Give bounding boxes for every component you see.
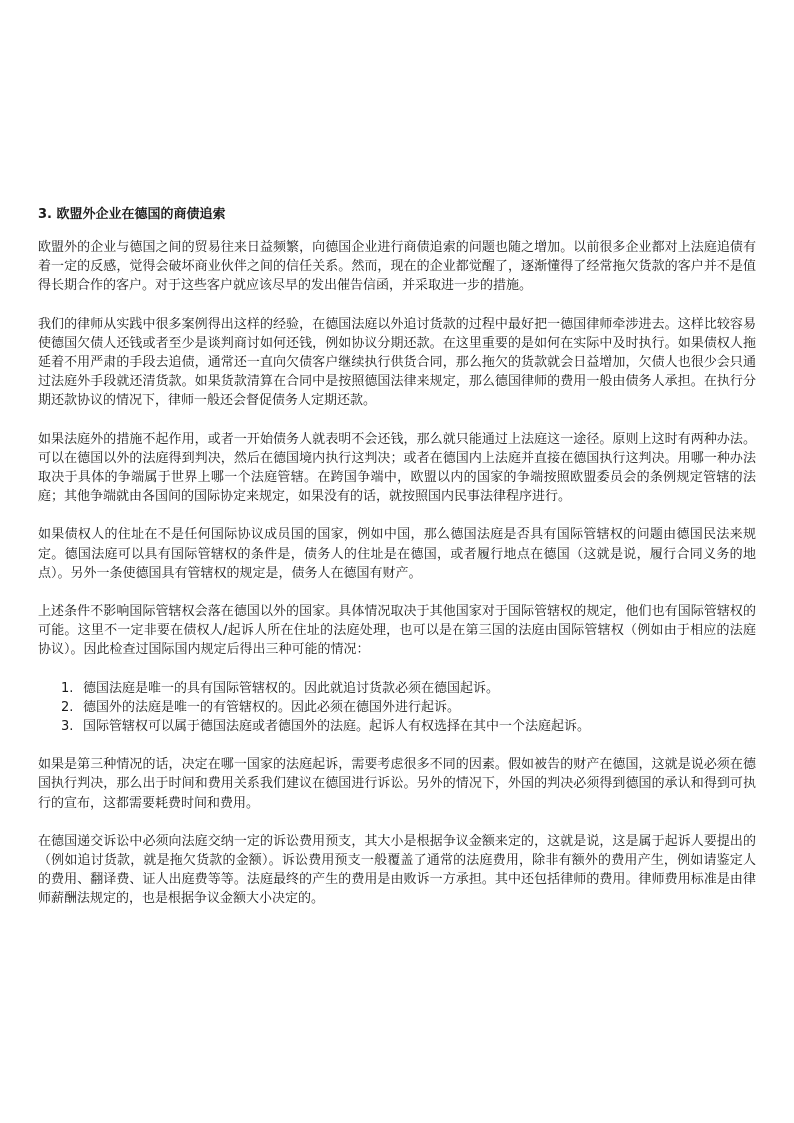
list-item — [38, 717, 756, 736]
paragraph-jurisdiction-rules: 如果债权人的住址在不是任何国际协议成员国的国家，例如中国，那么德国法庭是否具有国际管辖权的问题由德国民法来规定。德国法庭可以具有国际管辖权的条件是，债务人的住址是在德国，或者履行地点在德国（这就是说，履行合同义务的地点）。另外一条使德国具有管辖权的规定是，债务人在德国有财产。 — [38, 527, 756, 581]
paragraph-third-case: 如果是第三种情况的话，决定在哪一国家的法庭起诉，需要考虑很多不同的因素。假如被告的财产在德国，这就是说必须在德国执行判决，那么出于时间和费用关系我们建议在德国进行诉讼。另外的情况下，外国的判决必须得到德国的承认和得到可执行的宣布，这都需要耗费时间和费用。 — [38, 757, 756, 811]
list-item — [38, 679, 756, 698]
list-item-text: 国际管辖权可以属于德国法庭或者德国外的法庭。起诉人有权选择在其中一个法庭起诉。 — [83, 719, 591, 735]
list-item-text: 德国法庭是唯一的具有国际管辖权的。因此就追讨货款必须在德国起诉。 — [83, 680, 500, 696]
list-item — [38, 698, 756, 717]
jurisdiction-cases-list — [38, 679, 756, 737]
paragraph-court-options: 如果法庭外的措施不起作用，或者一开始债务人就表明不会还钱，那么就只能通过上法庭这一途径。原则上这时有两种办法。可以在德国以外的法庭得到判决，然后在德国境内执行这判决；或者在德国内上法庭并直接在德国执行这判决。用哪一种办法取决于具体的争端属于世界上哪一个法庭管辖。在跨国争端中，欧盟以内的国家的争端按照欧盟委员会的条例规定管辖的法庭；其他争端就由各国间的国际协定来规定，如果没有的话，就按照国内民事法律程序进行。 — [38, 431, 756, 505]
paragraph-intro: 欧盟外的企业与德国之间的贸易往来日益频繁，向德国企业进行商债追索的问题也随之增加。以前很多企业都对上法庭追债有着一定的反感，觉得会破坏商业伙伴之间的信任关系。然而，现在的企业都觉醒了，逐渐懂得了经常拖欠货款的客户并不是值得长期合作的客户。对于这些客户就应该尽早的发出催告信函，并采取进一步的措施。 — [38, 240, 756, 294]
paragraph-court-fees: 在德国递交诉讼中必须向法庭交纳一定的诉讼费用预支，其大小是根据争议金额来定的，这就是说，这是属于起诉人要提出的（例如追讨货款，就是拖欠货款的金额）。诉讼费用预支一般覆盖了通常的法庭费用，除非有额外的费用产生，例如请鉴定人的费用、翻译费、证人出庭费等等。法庭最终的产生的费用是由败诉一方承担。其中还包括律师的费用。律师费用标准是由律师薪酬法规定的，也是根据争议金额大小决定的。 — [38, 833, 756, 907]
document-page — [38, 205, 756, 928]
section-heading: 3. 欧盟外企业在德国的商债追索 — [38, 207, 226, 222]
list-item-number: 2. — [61, 699, 74, 715]
list-item-number: 3. — [61, 719, 74, 735]
paragraph-foreign-jurisdiction: 上述条件不影响国际管辖权会落在德国以外的国家。具体情况取决于其他国家对于国际管辖权的规定，他们也有国际管辖权的可能。这里不一定非要在债权人/起诉人所在住址的法庭处理，也可以是在第三国的法庭由国际管辖权（例如由于相应的法庭协议）。因此检查过国际国内规定后得出三种可能的情况： — [38, 604, 756, 658]
paragraph-out-of-court: 我们的律师从实践中很多案例得出这样的经验，在德国法庭以外追讨货款的过程中最好把一德国律师牵涉进去。这样比较容易使德国欠债人还钱或者至少是谈判商讨如何还钱，例如协议分期还款。在这里重要的是如何在实际中及时执行。如果债权人拖延着不用严肃的手段去追债，通常还一直向欠债客户继续执行供货合同，那么拖欠的货款就会日益增加，欠债人也很少会只通过法庭外手段就还清货款。如果货款清算在合同中是按照德国法律来规定，那么德国律师的费用一般由债务人承担。在执行分期还款协议的情况下，律师一般还会督促债务人定期还款。 — [38, 316, 756, 409]
list-item-number: 1. — [61, 680, 74, 696]
list-item-text: 德国外的法庭是唯一的有管辖权的。因此必须在德国外进行起诉。 — [83, 699, 461, 715]
